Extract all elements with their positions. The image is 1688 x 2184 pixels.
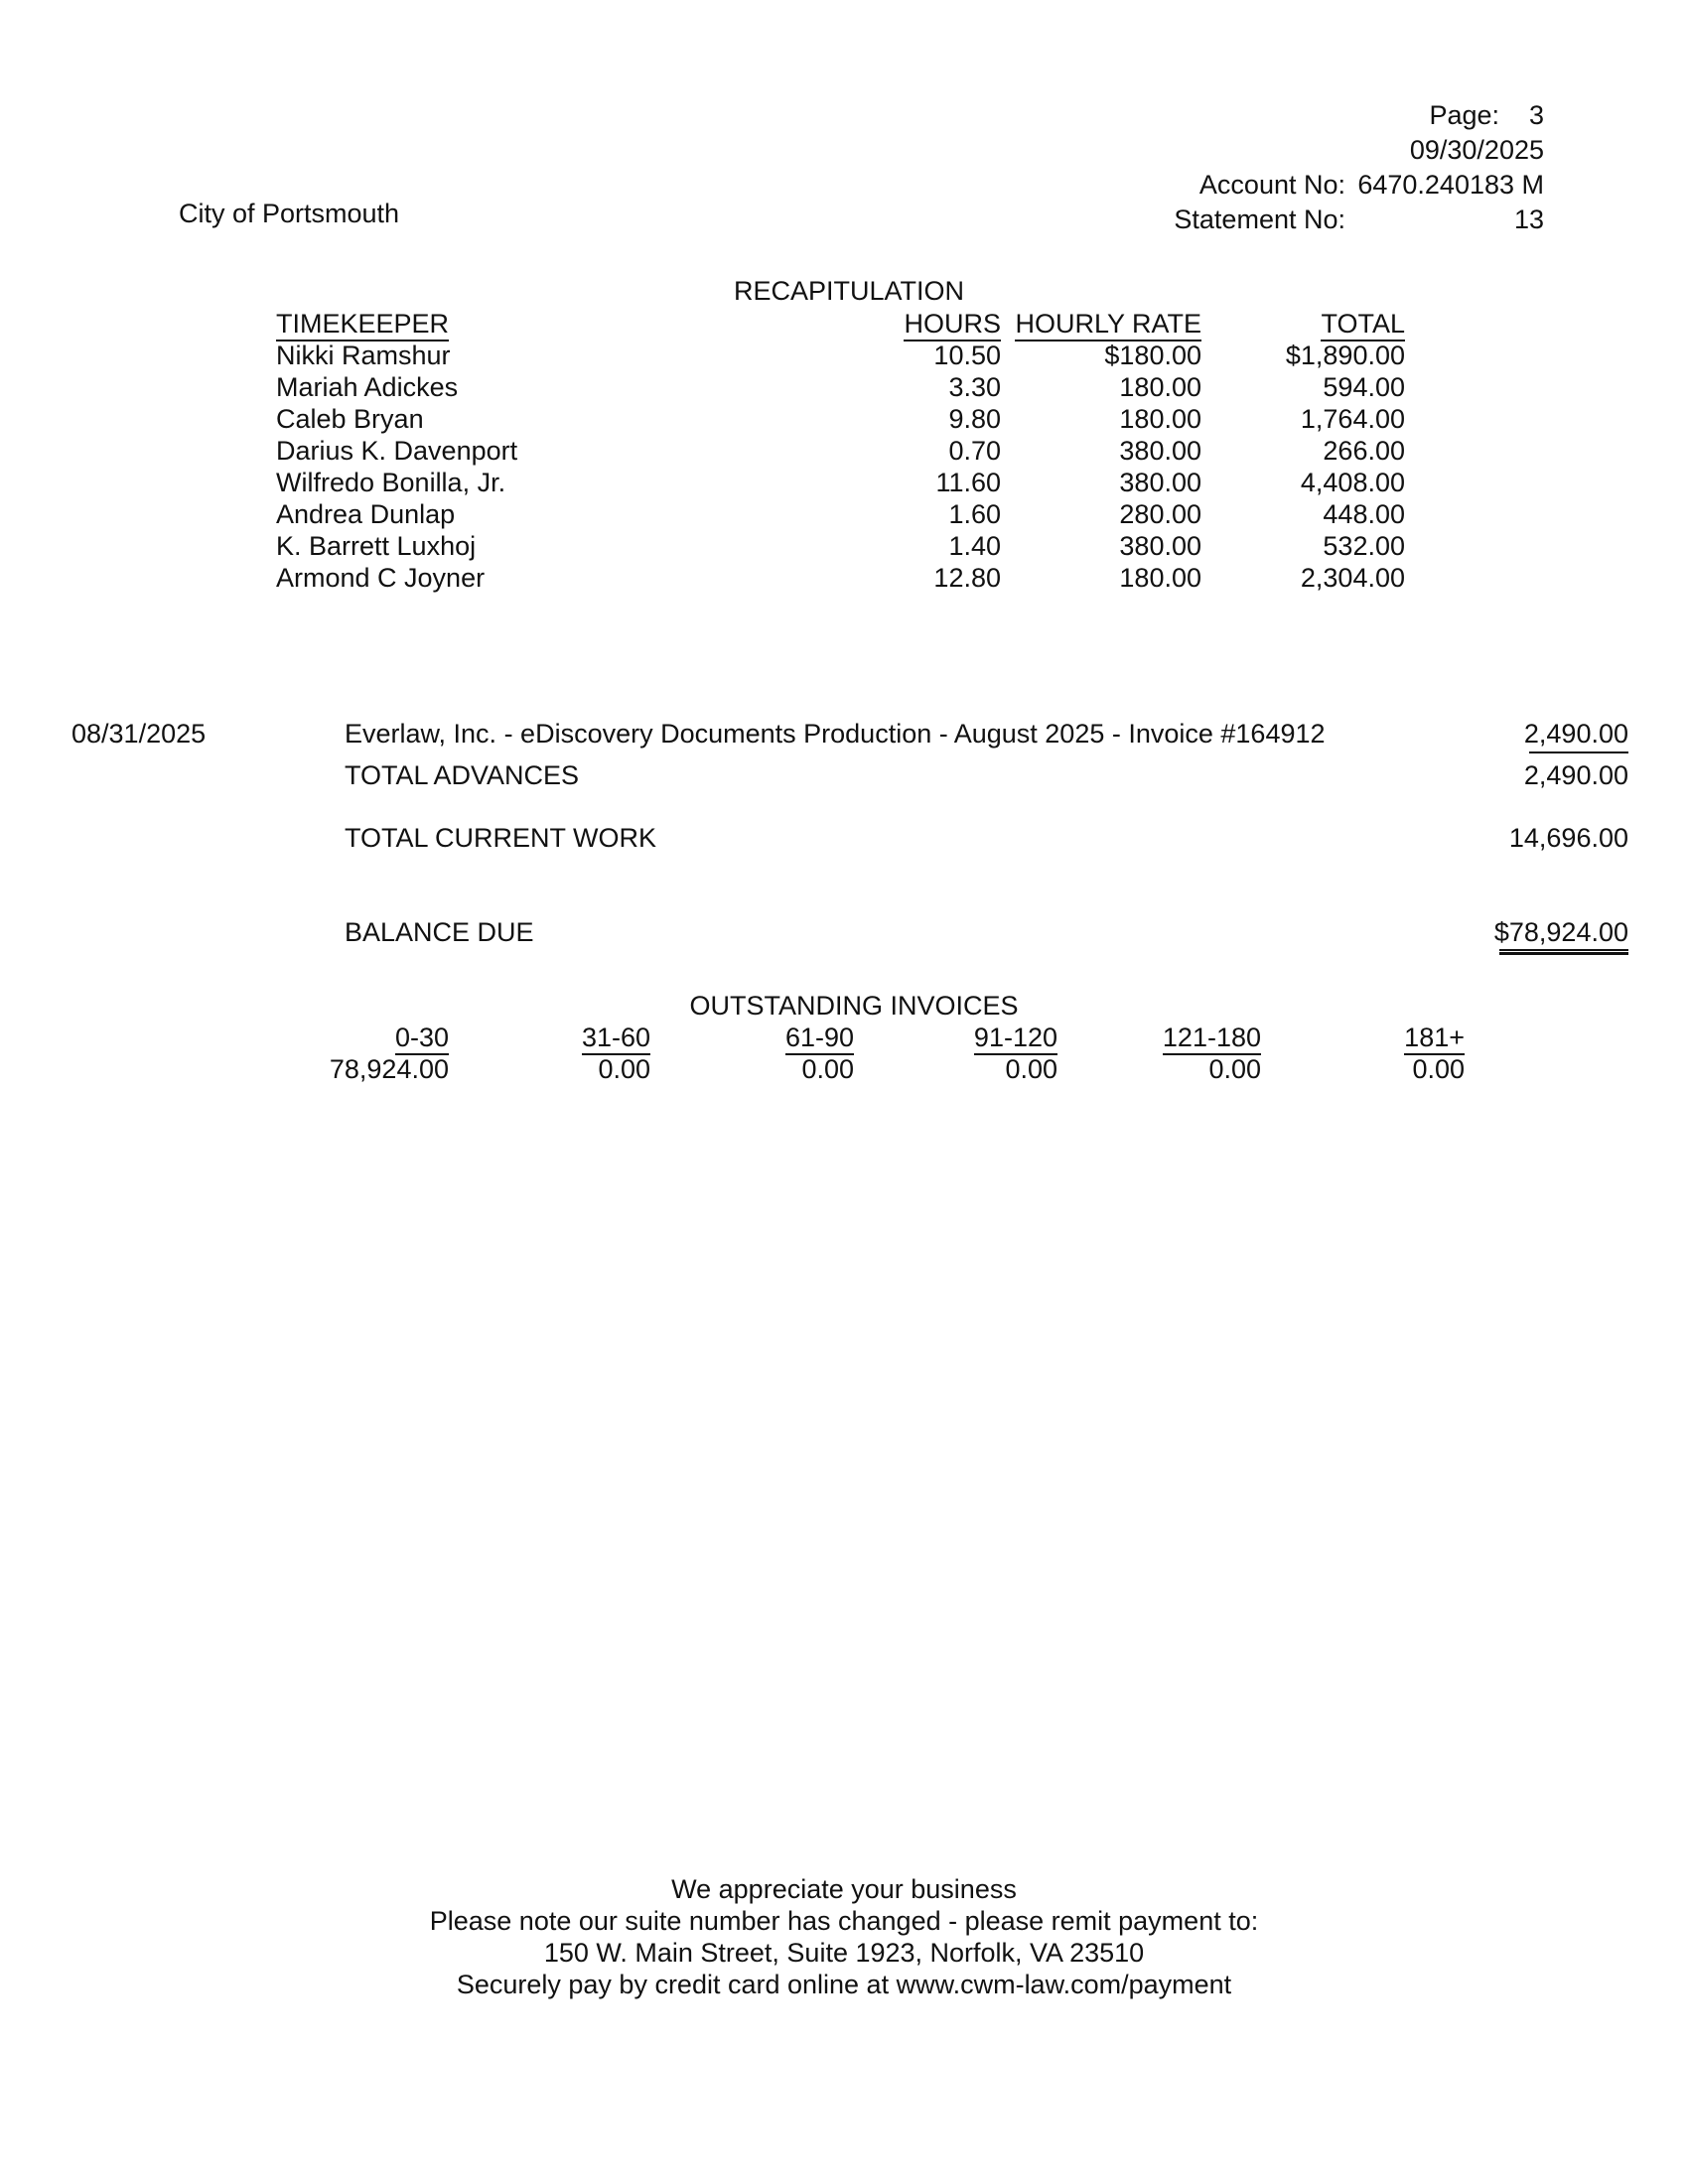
recap-header-total: TOTAL — [1211, 311, 1405, 338]
balance-due-label: BALANCE DUE — [345, 917, 534, 947]
recap-total: $1,890.00 — [1285, 341, 1405, 370]
bucket-amount: 0.00 — [1005, 1054, 1057, 1084]
recap-rate: $180.00 — [1104, 341, 1201, 370]
recap-total: 1,764.00 — [1300, 404, 1405, 434]
recap-hours: 12.80 — [933, 563, 1001, 593]
recap-hours: 9.80 — [948, 404, 1001, 434]
recap-hours: 1.60 — [948, 499, 1001, 529]
total-advances-label: TOTAL ADVANCES — [345, 760, 580, 790]
advance-amount: 2,490.00 — [1523, 719, 1628, 749]
bucket-label: 91-120 — [894, 1024, 1057, 1051]
recap-name: Nikki Ramshur — [276, 341, 451, 370]
recap-header-timekeeper: TIMEKEEPER — [276, 311, 449, 338]
account-number: 6470.240183 M — [1357, 170, 1544, 200]
statement-date: 09/30/2025 — [1409, 135, 1544, 165]
recap-total: 532.00 — [1323, 531, 1405, 561]
recap-hours: 0.70 — [948, 436, 1001, 466]
recap-rate: 180.00 — [1119, 563, 1201, 593]
advance-description: Everlaw, Inc. - eDiscovery Documents Production - August 2025 - Invoice #164912 — [345, 719, 1326, 749]
recap-name: Armond C Joyner — [276, 563, 486, 593]
recap-total: 594.00 — [1323, 372, 1405, 402]
recap-title: RECAPITULATION — [733, 276, 965, 306]
bucket-amount: 0.00 — [801, 1054, 854, 1084]
recap-header-hours: HOURS — [844, 311, 1001, 338]
recap-rate: 180.00 — [1119, 372, 1201, 402]
statement-label: Statement No: — [1174, 205, 1345, 234]
balance-due-amount: $78,924.00 — [1493, 917, 1628, 947]
bucket-amount: 0.00 — [598, 1054, 650, 1084]
advance-subtotal-rule — [1529, 751, 1628, 753]
recap-total: 448.00 — [1323, 499, 1405, 529]
total-advances-amount: 2,490.00 — [1523, 760, 1628, 790]
recap-name: Wilfredo Bonilla, Jr. — [276, 468, 506, 497]
recap-name: Darius K. Davenport — [276, 436, 518, 466]
bucket-label: 181+ — [1291, 1024, 1465, 1051]
bucket-amount: 78,924.00 — [329, 1054, 449, 1084]
footer-payment-link: Securely pay by credit card online at www.cwm-law.com/payment — [456, 1970, 1232, 1999]
bucket-label: 0-30 — [278, 1024, 449, 1051]
total-current-work-label: TOTAL CURRENT WORK — [345, 823, 657, 853]
bucket-label: 31-60 — [496, 1024, 650, 1051]
recap-name: Mariah Adickes — [276, 372, 459, 402]
recap-rate: 380.00 — [1119, 531, 1201, 561]
recap-rate: 380.00 — [1119, 436, 1201, 466]
recap-total: 2,304.00 — [1300, 563, 1405, 593]
outstanding-title: OUTSTANDING INVOICES — [689, 991, 1019, 1021]
bucket-amount: 0.00 — [1412, 1054, 1465, 1084]
bucket-label: 121-180 — [1092, 1024, 1261, 1051]
recap-hours: 3.30 — [948, 372, 1001, 402]
recap-rate: 180.00 — [1119, 404, 1201, 434]
recap-hours: 10.50 — [933, 341, 1001, 370]
bucket-amount: 0.00 — [1208, 1054, 1261, 1084]
recap-name: Caleb Bryan — [276, 404, 424, 434]
footer-address: 150 W. Main Street, Suite 1923, Norfolk, VA 23510 — [543, 1938, 1145, 1968]
recap-name: Andrea Dunlap — [276, 499, 456, 529]
recap-rate: 280.00 — [1119, 499, 1201, 529]
account-label: Account No: — [1198, 170, 1345, 200]
page-label: Page: — [1429, 100, 1499, 130]
footer-suite-notice: Please note our suite number has changed - please remit payment to: — [429, 1906, 1259, 1936]
client-name: City of Portsmouth — [179, 199, 400, 228]
page-number: 3 — [1528, 100, 1544, 130]
footer-thanks: We appreciate your business — [671, 1874, 1017, 1904]
recap-name: K. Barrett Luxhoj — [276, 531, 477, 561]
advance-date: 08/31/2025 — [71, 719, 207, 749]
recap-total: 266.00 — [1323, 436, 1405, 466]
recap-header-rate: HOURLY RATE — [1003, 311, 1201, 338]
recap-hours: 1.40 — [948, 531, 1001, 561]
balance-double-rule — [1499, 949, 1628, 955]
statement-number: 13 — [1513, 205, 1544, 234]
total-current-work-amount: 14,696.00 — [1508, 823, 1628, 853]
bucket-label: 61-90 — [695, 1024, 854, 1051]
recap-hours: 11.60 — [935, 468, 1001, 497]
recap-rate: 380.00 — [1119, 468, 1201, 497]
recap-total: 4,408.00 — [1300, 468, 1405, 497]
